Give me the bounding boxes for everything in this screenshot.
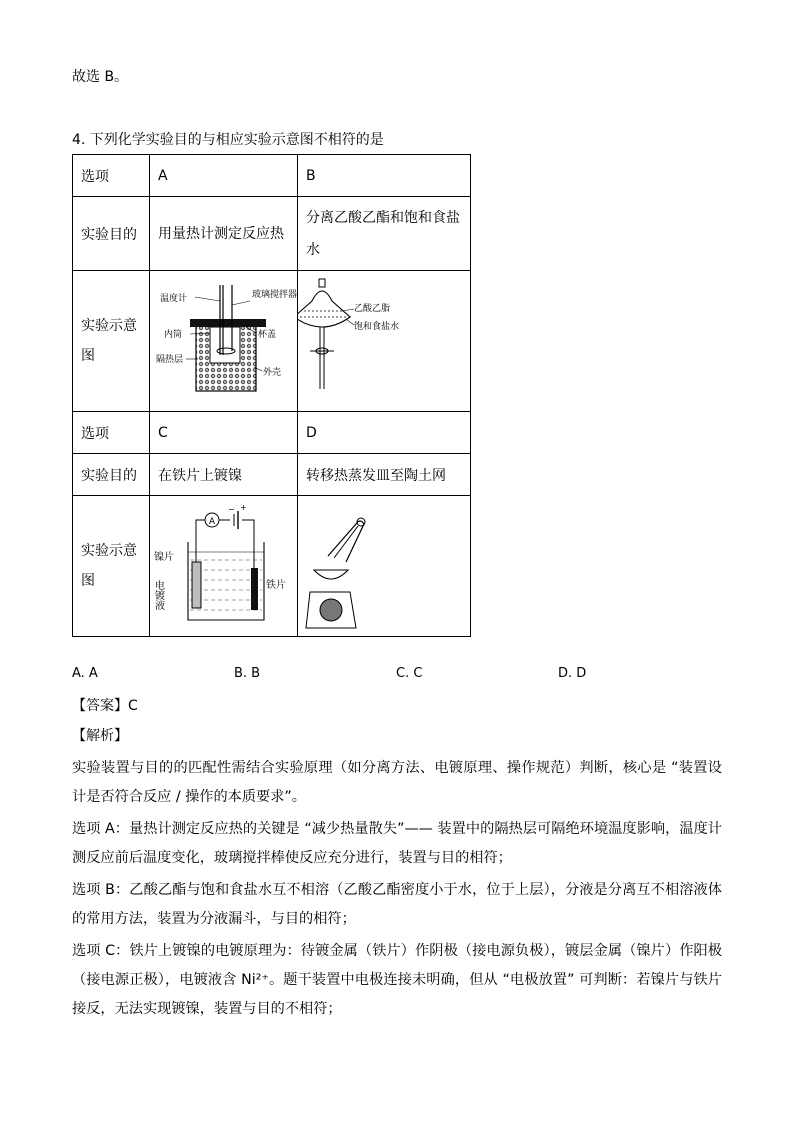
inner-cup [210, 327, 240, 363]
answer-label: 【答案】 [72, 698, 128, 714]
row-label-diagram-2: 实验示意图 [73, 496, 150, 637]
table-row-diagram-cd [73, 496, 471, 637]
iron-electrode [251, 568, 258, 610]
row-label-option-2: 选项 [73, 412, 150, 454]
label-brine: 饱和食盐水 [354, 322, 400, 332]
cup-lid [190, 319, 266, 327]
answer-line [72, 695, 138, 715]
crucible-tongs-diagram [298, 496, 470, 632]
question-stem: 4. 下列化学实验目的与相应实验示意图不相符的是 [72, 132, 384, 148]
table-row-purpose-cd [73, 454, 471, 496]
option-a-letter: A [150, 155, 298, 197]
electroplating-diagram [150, 496, 297, 632]
option-d-letter: D [298, 412, 471, 454]
option-c-diagram-cell [150, 496, 298, 637]
label-lid: 杯盖 [258, 330, 277, 340]
option-a-diagram-cell [150, 271, 298, 412]
choice-d: D. D [558, 666, 587, 681]
option-d-diagram-cell [298, 496, 471, 637]
table-row-diagram-ab [73, 271, 471, 412]
option-d-purpose: 转移热蒸发皿至陶土网 [298, 454, 471, 496]
label-ethyl-acetate: 乙酸乙脂 [354, 304, 391, 314]
label-iron: 铁片 [266, 580, 286, 591]
analysis-paragraph-c: 选项 C：铁片上镀镍的电镀原理为：待镀金属（铁片）作阴极（接电源负极），镀层金属（镍片）作阳极（接电源正极），电镀液含 Ni²⁺。题干装置中电极连接未明确，但从 “电极放置” 可判断：若镍片与铁片接反，无法实现镀镍，装置与目的不相符； [72, 943, 722, 1017]
option-c-letter: C [150, 412, 298, 454]
funnel-body [298, 291, 350, 327]
table-row-purpose-ab [73, 197, 471, 271]
label-minus: − [228, 505, 235, 514]
label-shell: 外壳 [263, 368, 282, 378]
option-c-purpose: 在铁片上镀镍 [150, 454, 298, 496]
nickel-electrode [192, 562, 201, 608]
row-label-purpose-2: 实验目的 [73, 454, 150, 496]
table-row-options-cd [73, 412, 471, 454]
evaporating-dish [314, 570, 348, 579]
label-insulation: 隔热层 [156, 355, 184, 365]
label-nickel: 镍片 [154, 552, 174, 563]
label-inner-cup: 内筒 [164, 330, 183, 340]
option-b-purpose: 分离乙酸乙酯和饱和食盐水 [298, 197, 471, 271]
analysis-paragraph-intro: 实验装置与目的的匹配性需结合实验原理（如分离方法、电镀原理、操作规范）判断，核心是 “装置设计是否符合反应 / 操作的本质要求”。 [72, 760, 722, 805]
row-label-option: 选项 [73, 155, 150, 197]
label-stirrer: 玻璃搅拌器 [252, 290, 297, 300]
calorimeter-diagram [150, 271, 297, 407]
analysis-paragraph-a: 选项 A：量热计测定反应热的关键是 “减少热量散失”—— 装置中的隔热层可隔绝环境温度影响，温度计测反应前后温度变化，玻璃搅拌棒使反应充分进行，装置与目的相符； [72, 821, 722, 866]
choice-a: A. A [72, 666, 98, 681]
label-thermometer: 温度计 [160, 294, 188, 304]
choice-c: C. C [396, 666, 423, 681]
label-solution: 电镀液 [152, 580, 164, 610]
label-ammeter: A [208, 517, 216, 527]
answer-value: C [128, 698, 138, 714]
analysis-paragraph-b: 选项 B：乙酸乙酯与饱和食盐水互不相溶（乙酸乙酯密度小于水，位于上层），分液是分离互不相溶液体的常用方法，装置为分液漏斗，与目的相符； [72, 882, 722, 927]
option-b-diagram-cell [298, 271, 471, 412]
previous-conclusion: 故选 B。 [72, 69, 129, 85]
row-label-purpose: 实验目的 [73, 197, 150, 271]
choice-b: B. B [234, 666, 261, 681]
option-b-letter: B [298, 155, 471, 197]
option-a-purpose: 用量热计测定反应热 [150, 197, 298, 271]
table-row-options-ab [73, 155, 471, 197]
options-table [72, 154, 471, 637]
row-label-diagram: 实验示意图 [73, 271, 150, 412]
analysis-label: 【解析】 [72, 728, 128, 744]
label-plus: + [240, 503, 247, 512]
separatory-funnel-diagram [298, 271, 470, 407]
